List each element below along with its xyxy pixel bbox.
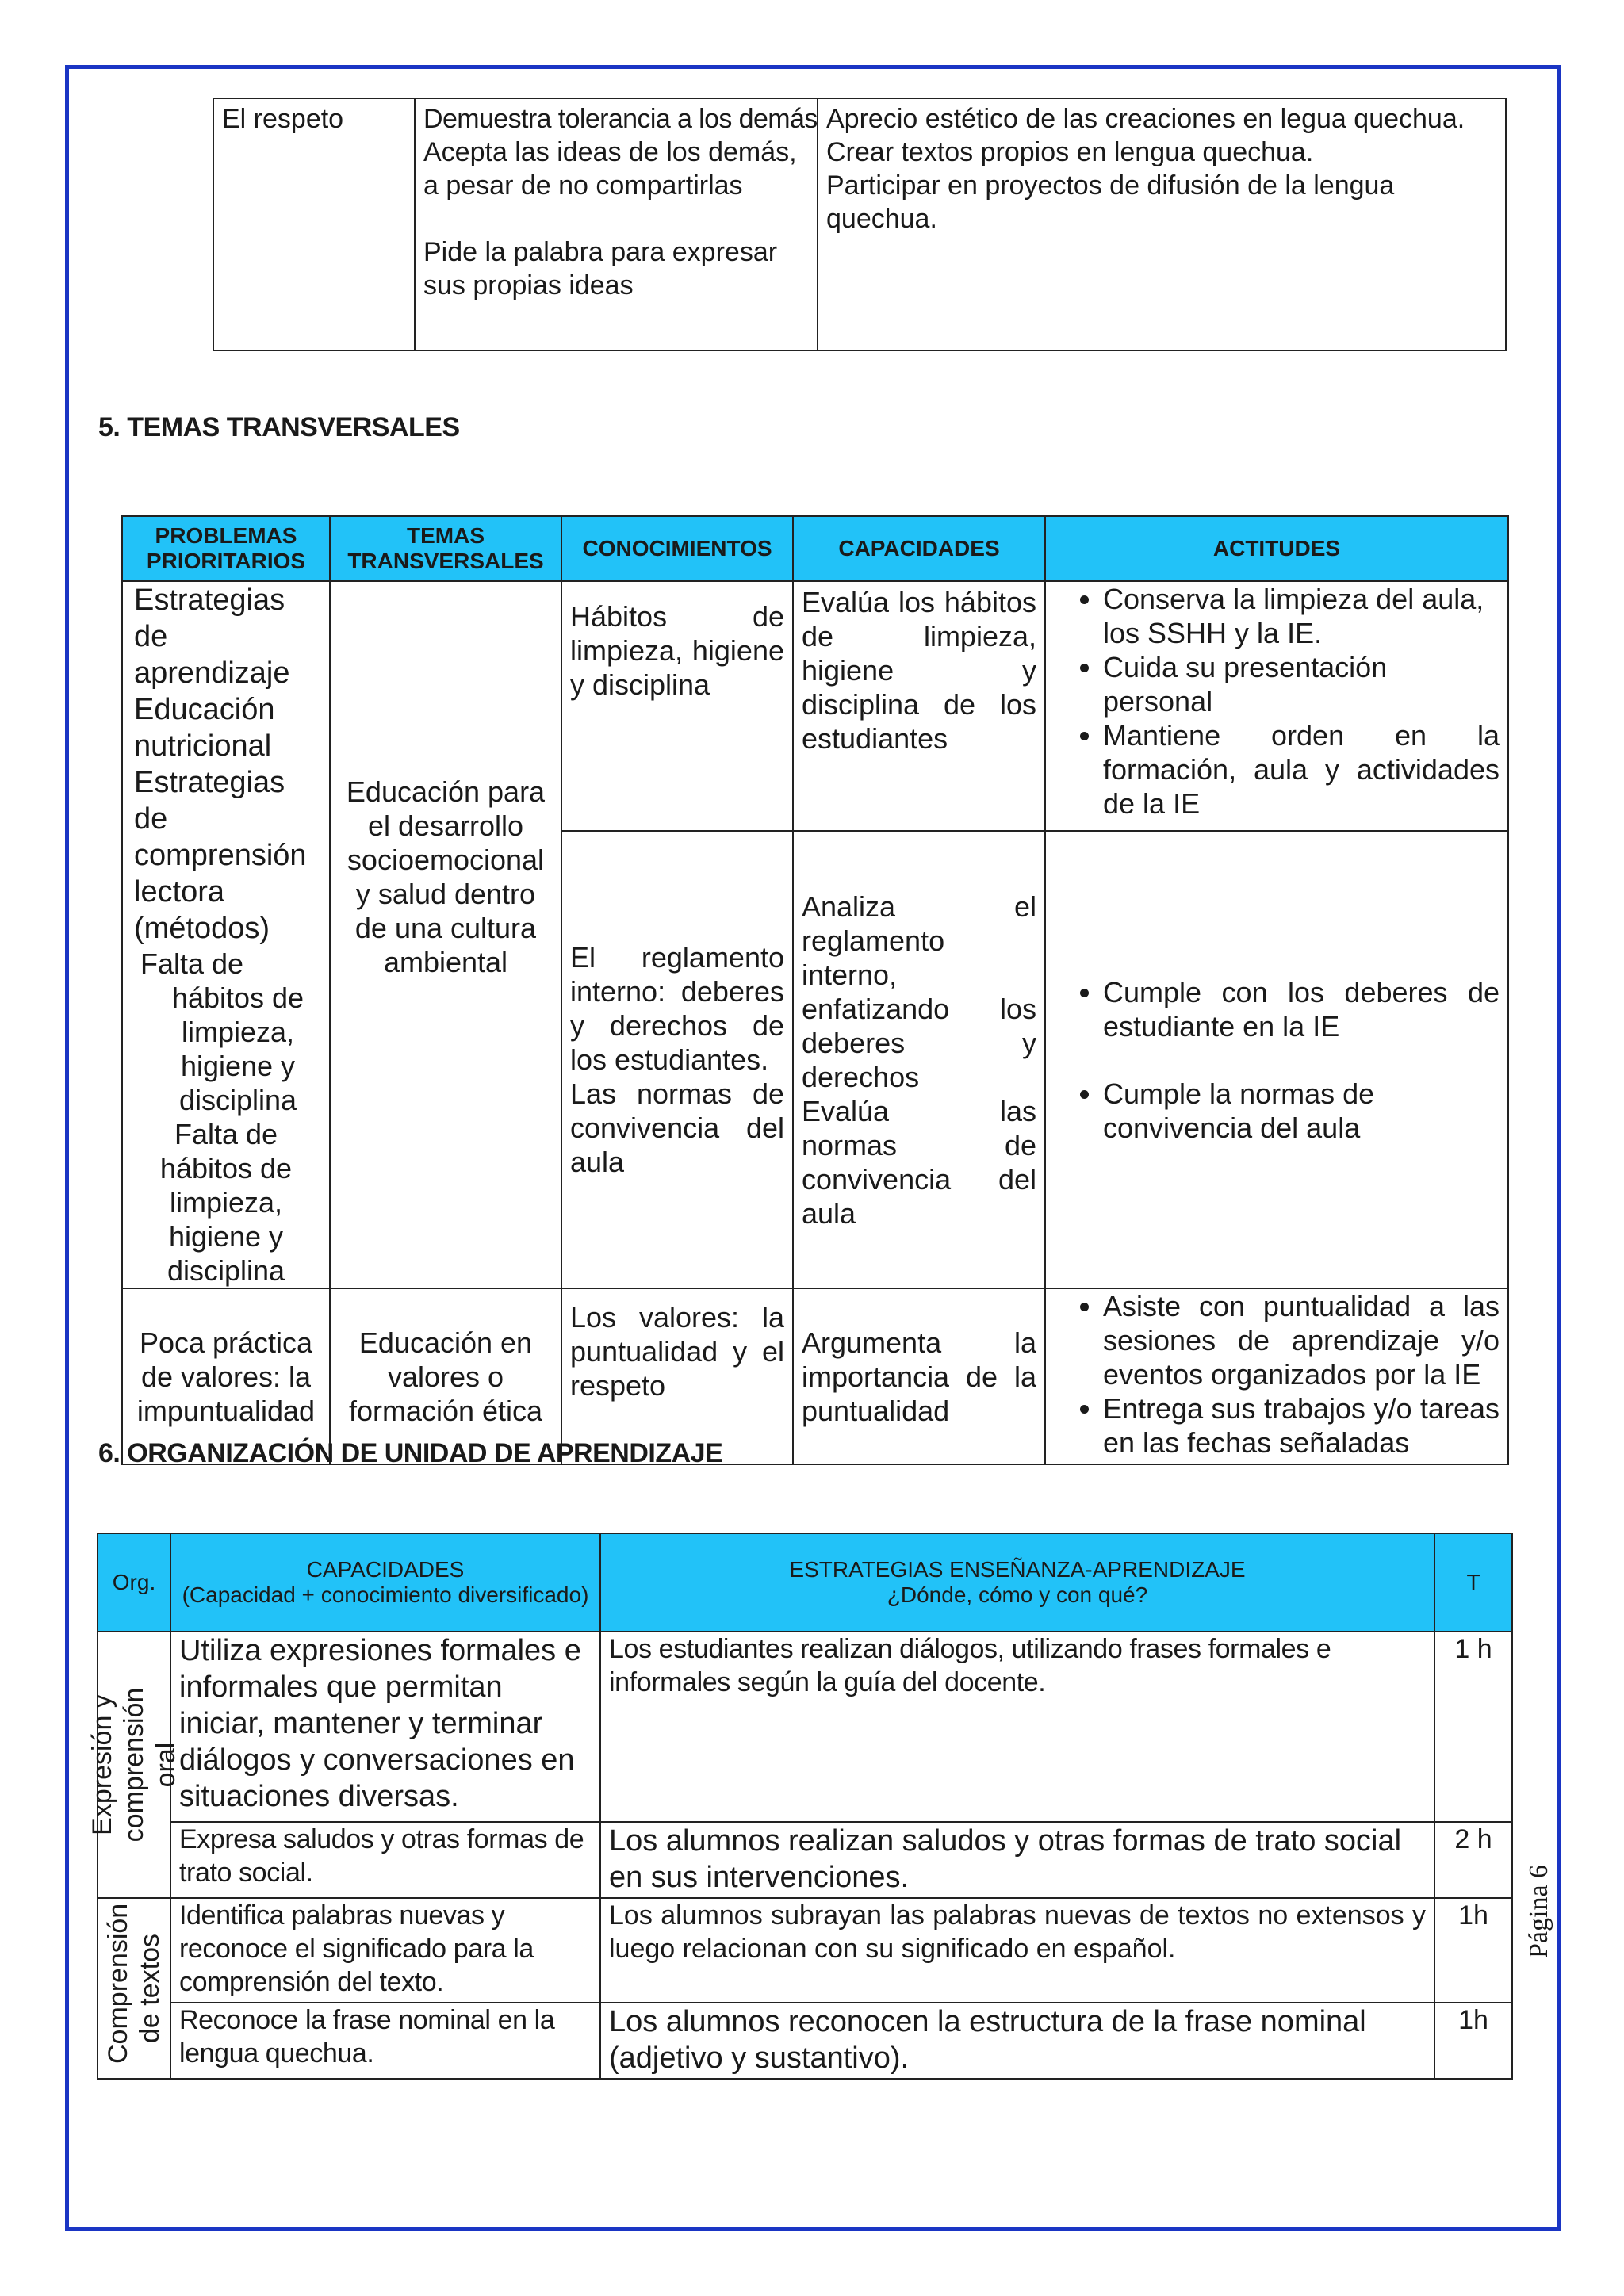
header-capacities-subtitle: (Capacidad + conocimiento diversificado) <box>182 1582 589 1607</box>
capacity-cell <box>793 831 1045 1288</box>
capacity-item: Analiza el reglamento interno, enfatizando los deberes y derechos <box>802 890 1036 1093</box>
problem-item: Estrategias de aprendizaje <box>134 584 290 690</box>
section-5-heading: 5. TEMAS TRANSVERSALES <box>98 412 460 442</box>
attitude-item: • Asiste con puntualidad a las sesiones de aprendizaje y/o eventos organizados por la IE <box>1103 1289 1500 1391</box>
time-cell: 1h <box>1434 1898 1512 2003</box>
transversal-themes-table <box>121 515 1509 1465</box>
attitude-item: Aprecio estético de las creaciones en legua quechua. <box>826 104 1465 134</box>
knowledge-cell: Los valores: la puntualidad y el respeto <box>561 1288 793 1464</box>
attitude-item: • Cumple la normas de convivencia del aula <box>1103 1077 1500 1145</box>
problem-cell: Poca práctica de valores: la impuntualidad <box>122 1288 330 1464</box>
page-number: Página 6 <box>1524 1864 1553 1958</box>
knowledge-item: El reglamento interno: deberes y derechos de los estudiantes. <box>570 941 784 1076</box>
header-strategies-title: ESTRATEGIAS ENSEÑANZA-APRENDIZAJE <box>789 1557 1246 1582</box>
problem-item: Educación nutricional <box>134 693 275 763</box>
capacity-cell: Utiliza expresiones formales e informales que permitan iniciar, mantener y terminar diálogos y conversaciones en situaciones diversas. <box>170 1632 600 1822</box>
value-cell: El respeto <box>213 98 415 350</box>
behavior-item: Pide la palabra para expresar sus propias ideas <box>423 237 778 300</box>
problem-item: Falta de hábitos de limpieza, higiene y disciplina <box>159 1118 293 1287</box>
capacity-cell: Identifica palabras nuevas y reconoce el significado para la comprensión del texto. <box>170 1898 600 2003</box>
capacity-item: Evalúa las normas de convivencia del aula <box>802 1094 1036 1230</box>
header-themes: TEMAS TRANSVERSALES <box>330 516 561 581</box>
problem-item: Falta de <box>140 947 244 980</box>
org-cell-oral <box>87 1632 181 1898</box>
strategy-cell: Los alumnos reconocen la estructura de la frase nominal (adjetivo y sustantivo). <box>600 2003 1434 2079</box>
behaviors-cell <box>415 98 818 350</box>
header-capacities <box>170 1533 600 1632</box>
attitudes-cell <box>818 98 1506 350</box>
strategy-cell: Los estudiantes realizan diálogos, utilizando frases formales e informales según la guía del docente. <box>600 1632 1434 1822</box>
theme-cell: Educación en valores o formación ética <box>330 1288 561 1464</box>
knowledge-item: Las normas de convivencia del aula <box>570 1077 784 1178</box>
problems-cell <box>122 581 330 1288</box>
problem-item: Estrategias de comprensión lectora (métodos) <box>134 766 307 945</box>
header-strategies <box>600 1533 1434 1632</box>
header-capacities: CAPACIDADES <box>793 516 1045 581</box>
attitude-item: • Conserva la limpieza del aula, los SSHH y la IE. <box>1103 582 1500 650</box>
behavior-item: Demuestra tolerancia a los demás <box>423 104 818 134</box>
values-table <box>213 98 1507 351</box>
attitude-item: • Mantiene orden en la formación, aula y actividades de la IE <box>1103 718 1500 821</box>
behavior-item: Acepta las ideas de los demás, a pesar de no compartirlas <box>423 137 797 201</box>
section-6-heading: 6. ORGANIZACIÓN DE UNIDAD DE APRENDIZAJE <box>98 1438 723 1468</box>
org-label: Comprensión de textos <box>103 1903 165 2064</box>
org-cell-texts <box>98 1898 170 2079</box>
capacity-cell: Argumenta la importancia de la puntualidad <box>793 1288 1045 1464</box>
header-problems: PROBLEMAS PRIORITARIOS <box>122 516 330 581</box>
header-org: Org. <box>98 1533 170 1632</box>
capacity-cell: Evalúa los hábitos de limpieza, higiene y disciplina de los estudiantes <box>793 581 1045 831</box>
attitudes-cell <box>1045 581 1508 831</box>
attitude-item: • Cuida su presentación personal <box>1103 650 1500 718</box>
attitude-item: Participar en proyectos de difusión de la lengua quechua. <box>826 170 1395 234</box>
time-cell: 2 h <box>1434 1822 1512 1898</box>
header-attitudes: ACTITUDES <box>1045 516 1508 581</box>
capacity-cell: Expresa saludos y otras formas de trato social. <box>170 1822 600 1898</box>
attitude-item: • Entrega sus trabajos y/o tareas en las fechas señaladas <box>1103 1391 1500 1460</box>
learning-unit-table <box>87 1533 1513 2080</box>
time-cell: 1h <box>1434 2003 1512 2079</box>
capacity-cell: Reconoce la frase nominal en la lengua quechua. <box>170 2003 600 2079</box>
attitudes-cell <box>1045 831 1508 1288</box>
org-label: Expresión y comprensión oral <box>87 1687 181 1843</box>
strategy-cell: Los alumnos subrayan las palabras nuevas de textos no extensos y luego relacionan con su significado en español. <box>600 1898 1434 2003</box>
knowledge-cell: Hábitos de limpieza, higiene y disciplina <box>561 581 793 831</box>
attitude-item: Crear textos propios en lengua quechua. <box>826 137 1314 167</box>
attitude-item: • Cumple con los deberes de estudiante en la IE <box>1103 975 1500 1043</box>
header-knowledge: CONOCIMIENTOS <box>561 516 793 581</box>
time-cell: 1 h <box>1434 1632 1512 1822</box>
attitudes-cell <box>1045 1288 1508 1464</box>
strategy-cell: Los alumnos realizan saludos y otras formas de trato social en sus intervenciones. <box>600 1822 1434 1898</box>
knowledge-cell <box>561 831 793 1288</box>
header-capacities-title: CAPACIDADES <box>306 1557 465 1582</box>
header-time: T <box>1434 1533 1512 1632</box>
problem-item: hábitos de limpieza, higiene y disciplina <box>171 982 304 1116</box>
theme-cell: Educación para el desarrollo socioemocional y salud dentro de una cultura ambiental <box>330 581 561 1288</box>
header-strategies-subtitle: ¿Dónde, cómo y con qué? <box>887 1582 1148 1607</box>
